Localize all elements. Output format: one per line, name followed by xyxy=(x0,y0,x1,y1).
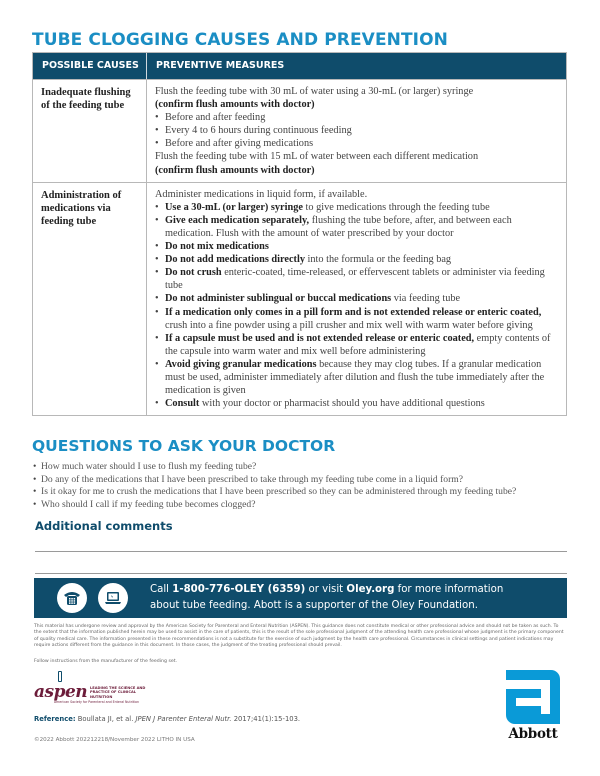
list-item: • Every 4 to 6 hours during continuous feeding xyxy=(155,125,352,137)
table-row xyxy=(33,79,566,182)
questions-title: QUESTIONS TO ASK YOUR DOCTOR xyxy=(32,437,336,455)
measure-intro: Flush the feeding tube with 30 mL of water using a 30-mL (or larger) syringe xyxy=(155,86,474,97)
additional-comments-title: Additional comments xyxy=(35,519,173,533)
list-item: • Consult with your doctor or pharmacist should you have additional questions xyxy=(155,398,485,410)
abbott-a-icon xyxy=(501,670,565,724)
questions-list xyxy=(33,461,573,512)
aspen-logo: aspen LEADING THE SCIENCE AND PRACTICE OF CLINICAL NUTRITION American Society for Parenteral and Enteral Nutrition xyxy=(34,671,154,705)
oley-phone[interactable]: 1-800-776-OLEY (6359) xyxy=(172,584,306,595)
disclaimer: This material has undergone review and approval by the American Society for Parenteral and Enteral Nutrition (ASPEN). This guidance does not constitute medical or other professional advice and should not be taken as such. To the extent that the information published herein may be used to assist in the care of patients, this is the result of the sole professional judgment of the attending health care professional whose judgment is the primary component of quality medical care. The information presented in these recommendations is not a substitute for the exercise of such judgment by the health care professional. Circumstances in clinical settings and patient indications may require actions different from the guidance in this document. In those cases, the judgment of the treating professional should prevail. xyxy=(34,624,564,649)
oley-banner xyxy=(34,578,567,618)
cause-cell: Administration of medications via feeding tube xyxy=(33,183,147,416)
computer-icon xyxy=(98,583,128,613)
list-item: • Do not administer sublingual or buccal medications via feeding tube xyxy=(155,293,461,305)
measure-intro: Administer medications in liquid form, if available. xyxy=(155,188,368,200)
comment-line[interactable] xyxy=(35,573,567,574)
cause-cell: Inadequate flushing of the feeding tube xyxy=(33,80,147,182)
phone-icon xyxy=(57,583,87,613)
comment-line[interactable] xyxy=(35,551,567,552)
measure-outro: Flush the feeding tube with 15 mL of water between each different medication xyxy=(155,151,479,163)
causes-prevention-table xyxy=(32,52,567,416)
reference: Reference: Boullata JI, et al. JPEN J Parenter Enteral Nutr. 2017;41(1):15-103. xyxy=(34,715,301,723)
abbott-logo: Abbott xyxy=(501,670,565,745)
measure-intro-bold: (confirm flush amounts with doctor) xyxy=(155,99,315,111)
header-possible-causes: POSSIBLE CAUSES xyxy=(33,53,147,79)
list-item: • How much water should I use to flush my feeding tube? xyxy=(33,461,257,472)
table-header xyxy=(33,53,566,79)
measure-outro-bold: (confirm flush amounts with doctor) xyxy=(155,164,315,176)
measures-cell xyxy=(147,183,566,416)
list-item: • Give each medication separately, flushing the tube before, after, and between each medication. Flush with the amount of water prescribed by your doctor xyxy=(155,214,512,239)
list-item: • Do not crush enteric-coated, time-released, or effervescent tablets or administer via feeding tube xyxy=(155,267,545,292)
list-item: • If a capsule must be used and is not extended release or enteric coated, empty contents of the capsule into warm water and mix well before administering xyxy=(155,332,551,357)
list-item: • If a medication only comes in a pill form and is not extended release or enteric coated, crush into a fine powder using a pill crusher and mix well with warm water before giving xyxy=(155,306,542,331)
list-item: • Is it okay for me to crush the medications that I have been prescribed so they can be administered through my feeding tube? xyxy=(33,486,517,498)
list-item: • Before and after giving medications xyxy=(155,138,314,150)
list-item: • Use a 30-mL (or larger) syringe to give medications through the feeding tube xyxy=(155,201,490,213)
page-title: TUBE CLOGGING CAUSES AND PREVENTION xyxy=(32,30,448,50)
follow-note: Follow instructions from the manufacturer of the feeding set. xyxy=(34,659,178,664)
list-item: • Do not add medications directly into the formula or the feeding bag xyxy=(155,254,452,266)
header-preventive-measures: PREVENTIVE MEASURES xyxy=(156,60,285,71)
list-item: • Avoid giving granular medications because they may clog tubes. If a granular medication must be used, administer immediately after dilution and flush the tube immediately after the medication is given xyxy=(155,358,545,397)
list-item: • Do any of the medications that I have been prescribed to take through my feeding tube come in a liquid form? xyxy=(33,473,463,485)
list-item: • Before and after feeding xyxy=(155,112,266,124)
copyright: ©2022 Abbott 202212218/November 2022 LITHO IN USA xyxy=(34,737,195,743)
measures-cell xyxy=(147,80,566,182)
aspen-tube-icon xyxy=(58,671,62,682)
list-item: • Do not mix medications xyxy=(155,241,269,253)
list-item: • Who should I call if my feeding tube becomes clogged? xyxy=(33,499,256,511)
banner-text: Call 1-800-776-OLEY (6359) or visit Oley.org for more information about tube feeding. Abott is a supporter of the Oley Foundation. xyxy=(150,584,504,611)
table-row xyxy=(33,182,566,416)
oley-link[interactable]: Oley.org xyxy=(346,584,395,595)
